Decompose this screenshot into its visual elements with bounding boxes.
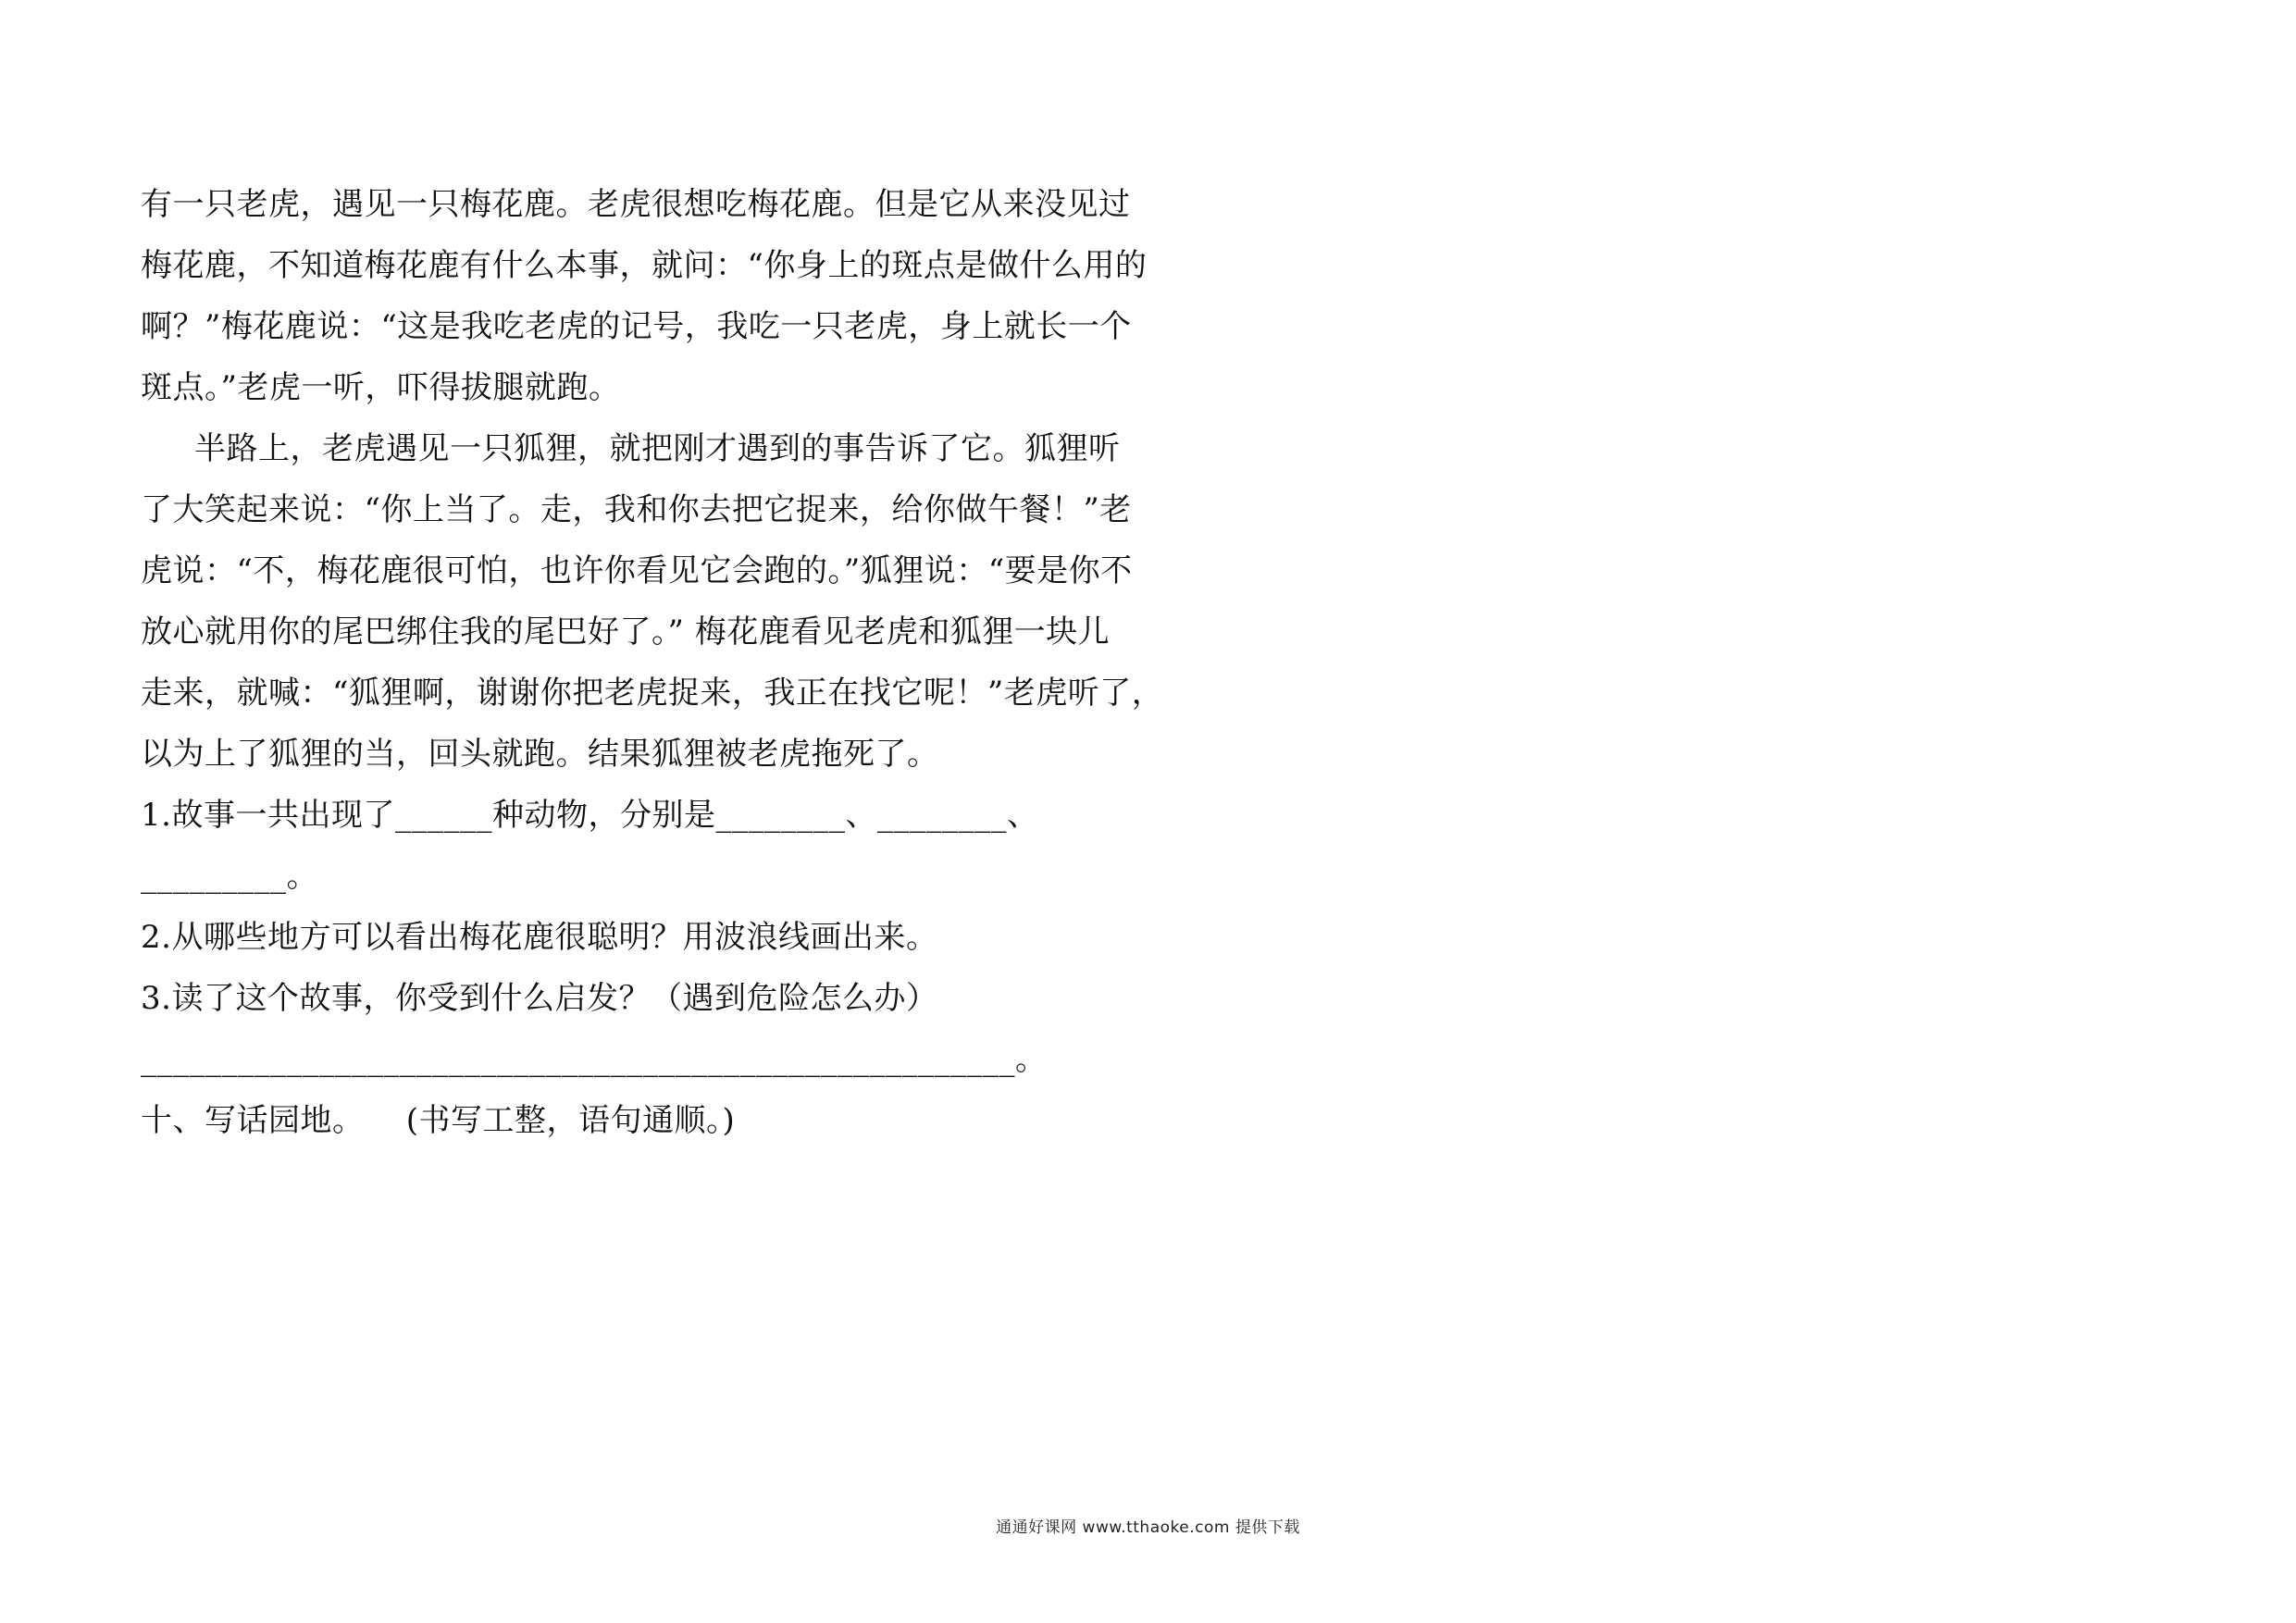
reading-passage — [141, 174, 1164, 1151]
story-line: 放心就用你的尾巴绑住我的尾巴好了。” 梅花鹿看见老虎和狐狸一块儿 — [141, 613, 1111, 650]
story-paragraph-2 — [141, 418, 1164, 785]
story-line: 啊？”梅花鹿说：“这是我吃老虎的记号，我吃一只老虎，身上就长一个 — [141, 308, 1132, 345]
story-line: 以为上了狐狸的当，回头就跑。结果狐狸被老虎拖死了。 — [141, 736, 939, 773]
story-line: 斑点。”老虎一听，吓得拔腿就跑。 — [141, 369, 621, 406]
section-10-heading: 十、写话园地。 (书写工整，语句通顺。) — [141, 1102, 736, 1139]
question-3-answer-line: ______________________________________________________。 — [141, 1041, 1048, 1078]
story-line: 走来，就喊：“狐狸啊，谢谢你把老虎捉来，我正在找它呢！”老虎听了， — [141, 675, 1164, 712]
footer-source: 通通好课网 www.tthaoke.com 提供下载 — [996, 1518, 1300, 1537]
story-line: 有一只老虎，遇见一只梅花鹿。老虎很想吃梅花鹿。但是它从来没见过 — [141, 186, 1131, 223]
story-line: 半路上，老虎遇见一只狐狸，就把刚才遇到的事告诉了它。狐狸听 — [194, 430, 1121, 467]
question-2: 2.从哪些地方可以看出梅花鹿很聪明？用波浪线画出来。 — [141, 919, 938, 956]
question-3: 3.读了这个故事，你受到什么启发？（遇到危险怎么办） — [141, 980, 938, 1017]
questions — [141, 785, 1159, 1090]
question-1-continued: _________。 — [141, 858, 318, 895]
story-paragraph-1 — [141, 174, 1159, 418]
story-line: 了大笑起来说：“你上当了。走，我和你去把它捉来，给你做午餐！”老 — [141, 491, 1132, 528]
story-line: 梅花鹿，不知道梅花鹿有什么本事，就问：“你身上的斑点是做什么用的 — [141, 247, 1148, 284]
question-1: 1.故事一共出现了______种动物，分别是________、________、 — [141, 797, 1039, 834]
story-line: 虎说：“不，梅花鹿很可怕，也许你看见它会跑的。”狐狸说：“要是你不 — [141, 552, 1133, 589]
